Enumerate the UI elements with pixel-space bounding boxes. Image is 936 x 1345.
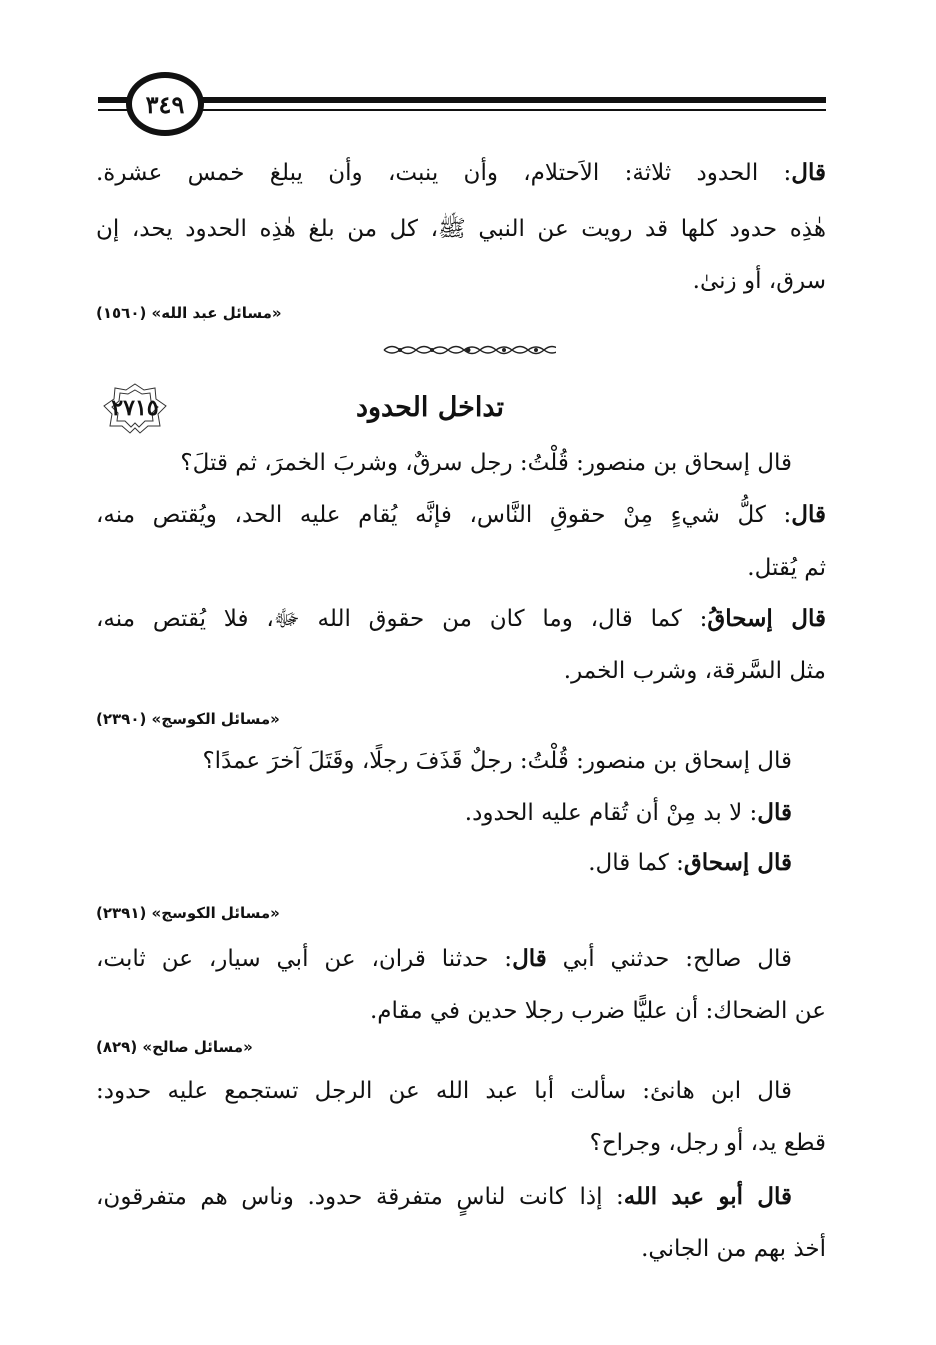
paragraph-line: هٰذِه حدود كلها قد رويت عن النبي ﷺ، كل من بلغ هٰذِه الحدود يحد، إن xyxy=(96,216,826,242)
paragraph-line: أخذ بهم من الجاني. xyxy=(641,1236,826,1262)
paragraph-line: قال إسحاق: كما قال. xyxy=(588,849,792,876)
page-number: ٣٤٩ xyxy=(145,89,185,119)
paragraph-line: قال إسحاقُ: كما قال، وما كان من حقوق الله ﷻ، فلا يُقتص منه، xyxy=(96,605,826,632)
section-number: ٢٧١٥ xyxy=(111,395,159,421)
page-number-badge xyxy=(126,72,204,136)
paragraph-line: قال: لا بد مِنْ أن تُقام عليه الحدود. xyxy=(464,799,792,826)
paragraph-line: قال إسحاق بن منصور: قُلْتُ: رجل سرقٌ، وشربَ الخمرَ، ثم قتلَ؟ xyxy=(180,450,792,476)
paragraph-line: قال صالح: حدثني أبي قال: حدثنا قران، عن أبي سيار، عن ثابت، xyxy=(96,945,792,972)
header-rule-thin xyxy=(190,109,826,111)
source-citation: «مسائل صالح» (٨٢٩) xyxy=(96,1038,253,1056)
paragraph-line: قال: الحدود ثلاثة: الاَحتلام، وأن ينبت، وأن يبلغ خمس عشرة. xyxy=(96,159,826,186)
paragraph-line: قال: كلُّ شيءٍ مِنْ حقوقِ النَّاس، فإنَّه يُقام عليه الحد، ويُقتص منه، xyxy=(96,501,826,528)
section-title: تداخل الحدود xyxy=(355,392,505,423)
source-citation: «مسائل الكوسج» (٢٣٩٠) xyxy=(96,710,280,728)
source-citation: «مسائل عبد الله» (١٥٦٠) xyxy=(96,304,282,322)
source-citation: «مسائل الكوسج» (٢٣٩١) xyxy=(96,904,280,922)
header-rule-thick xyxy=(190,97,826,103)
paragraph-line: عن الضحاك: أن عليًّا ضرب رجلا حدين في مقام. xyxy=(370,998,826,1024)
paragraph-line: ثم يُقتل. xyxy=(747,555,826,581)
ornament-divider xyxy=(380,342,556,358)
paragraph-line: قطع يد، أو رجل، وجراح؟ xyxy=(589,1130,826,1156)
paragraph-line: قال إسحاق بن منصور: قُلْتُ: رجلٌ قَذَفَ رجلًا، وقَتَلَ آخرَ عمدًا؟ xyxy=(202,748,792,774)
paragraph-line: سرق، أو زنىٰ. xyxy=(692,268,826,294)
paragraph-line: مثل السَّرقة، وشرب الخمر. xyxy=(563,658,826,684)
paragraph-line: قال ابن هانئ: سألت أبا عبد الله عن الرجل تستجمع عليه حدود: xyxy=(96,1078,792,1104)
paragraph-line: قال أبو عبد الله: إذا كانت لناسٍ متفرقة حدود. وناس هم متفرقون، xyxy=(96,1183,792,1210)
